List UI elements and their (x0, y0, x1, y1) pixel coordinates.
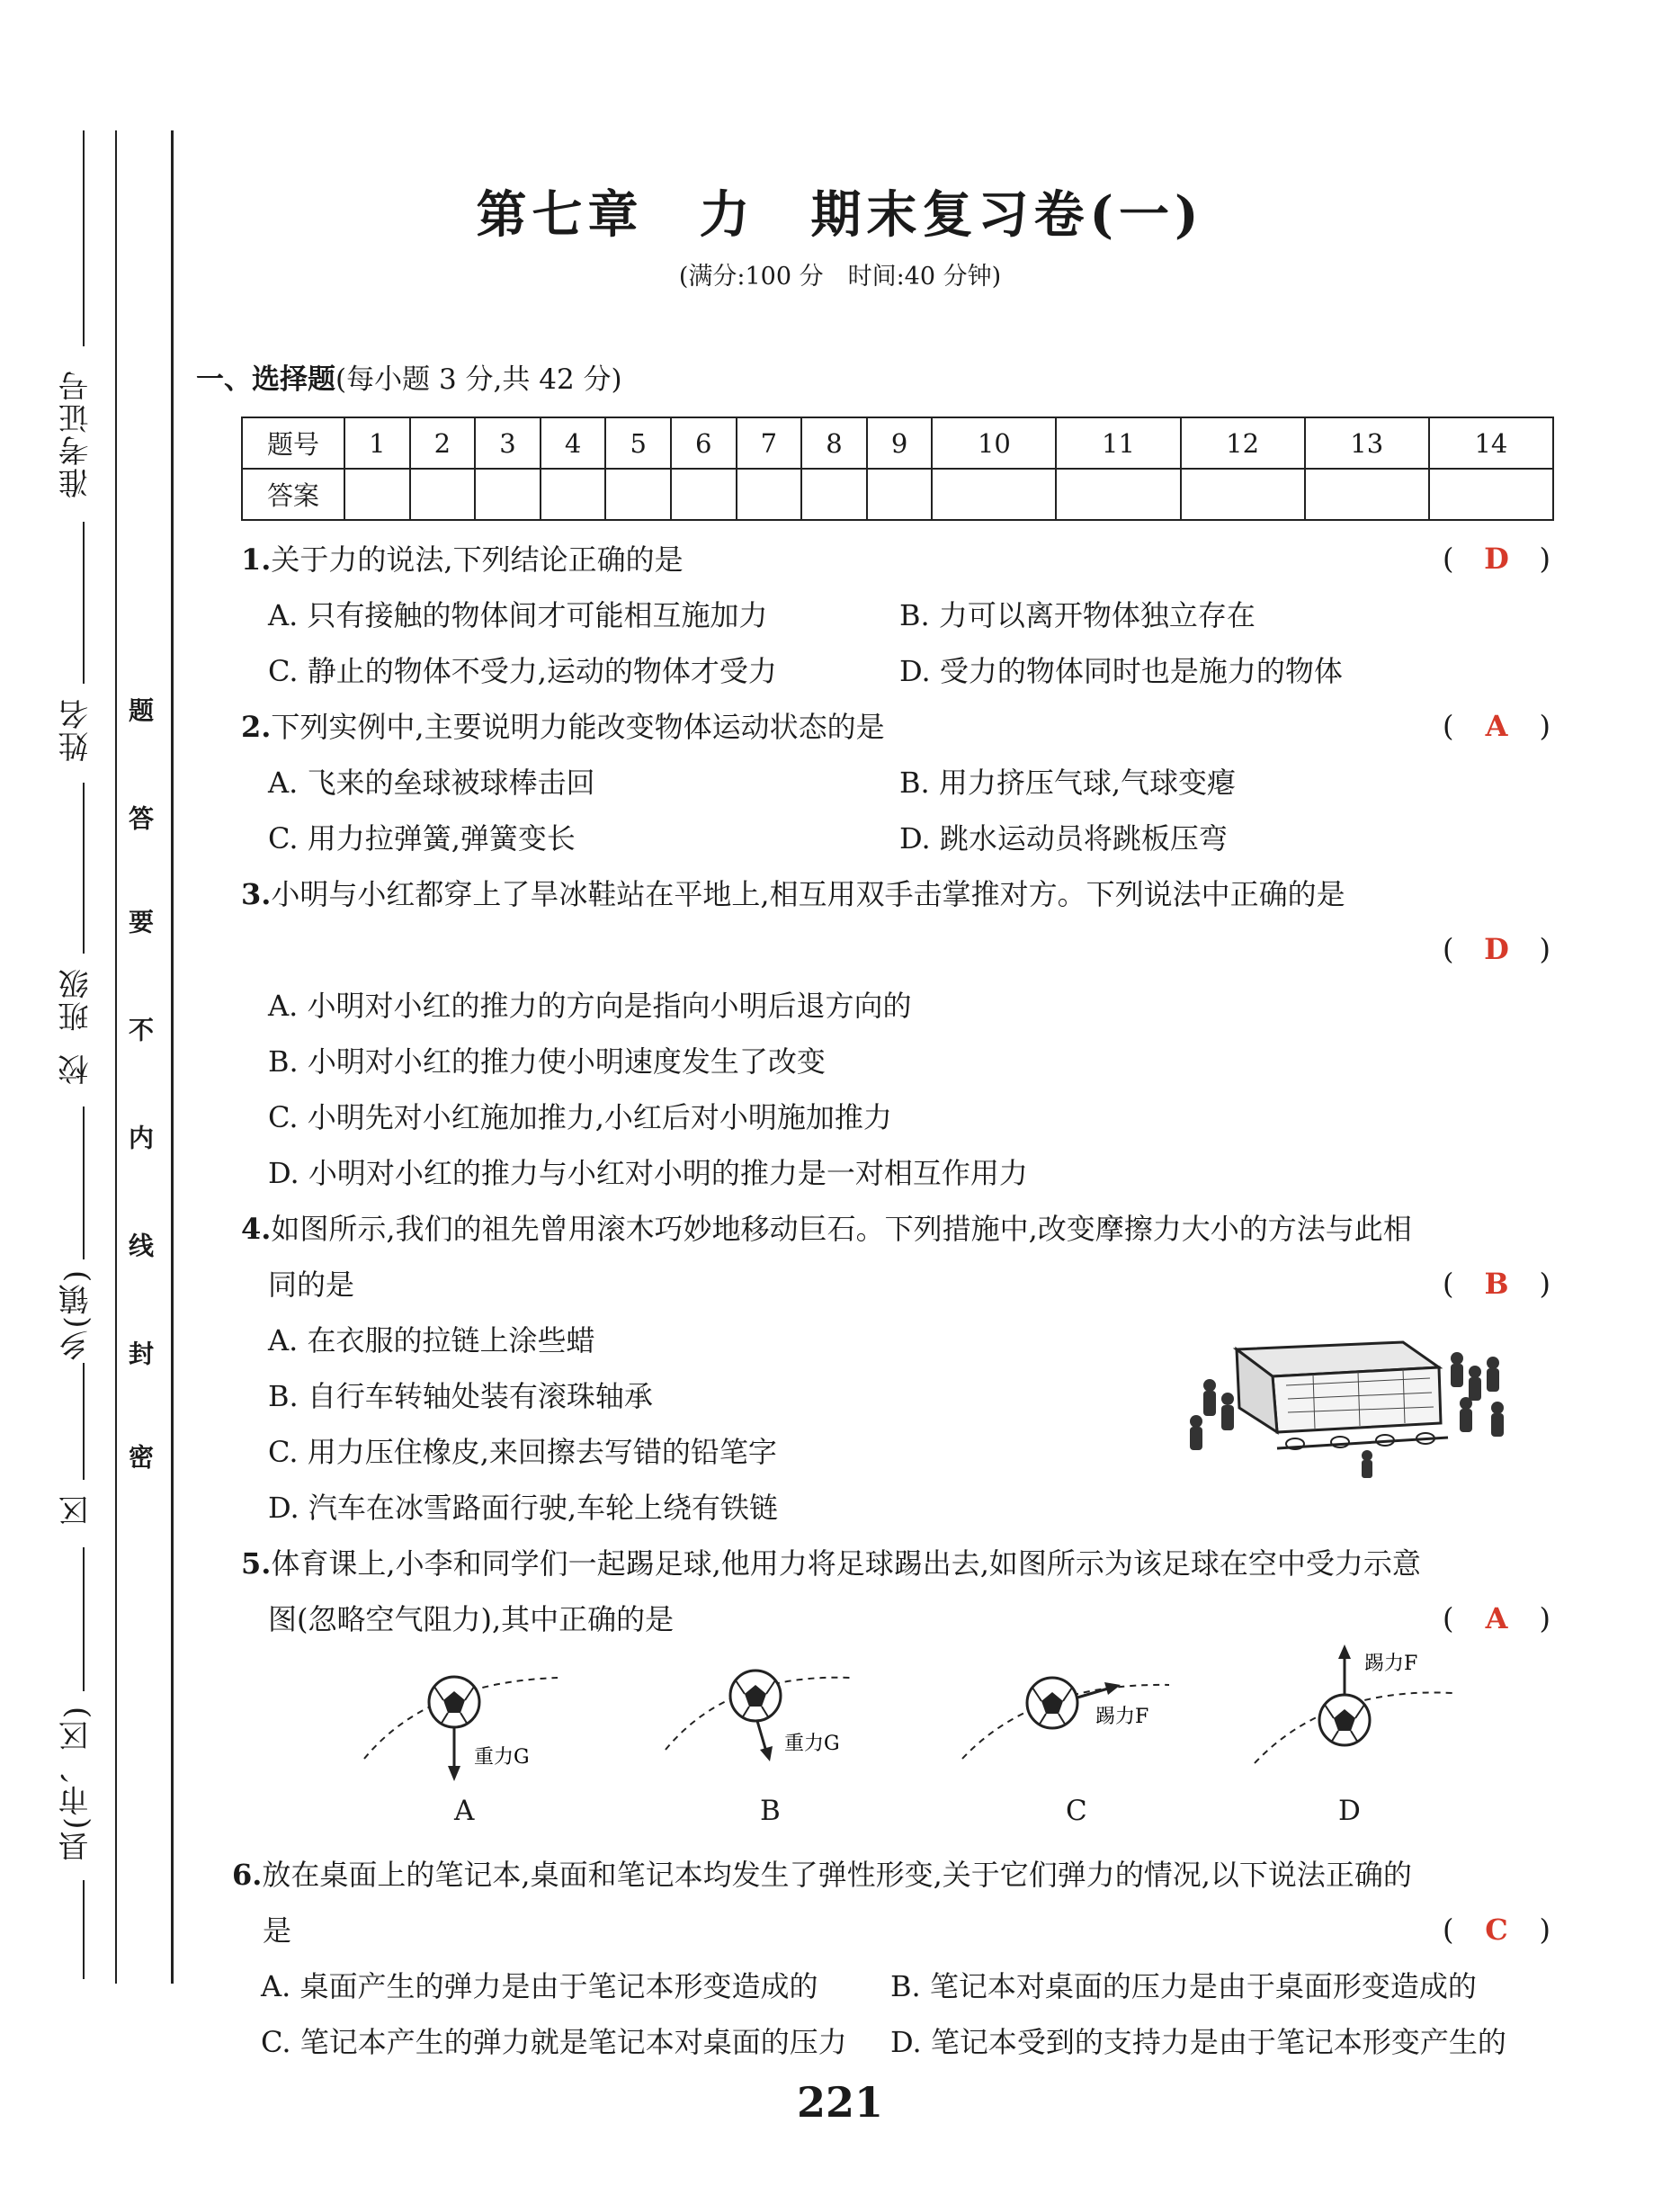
section-note: (每小题 3 分,共 42 分) (335, 363, 622, 396)
option: B. 自行车转轴处装有滚珠轴承 (268, 1379, 653, 1413)
question-number-cell: 1 (344, 417, 410, 469)
question-text: 如图所示,我们的祖先曾用滚木巧妙地移动巨石。下列措施中,改变摩擦力大小的方法与此相 (271, 1212, 1412, 1246)
boulder-rollers-illustration (1187, 1322, 1511, 1480)
table-row (242, 469, 1553, 520)
question-number: 5. (241, 1546, 272, 1581)
question-4-stem-cont: 同的是 (268, 1268, 355, 1302)
answer-cell[interactable] (867, 469, 933, 520)
question-3-stem (241, 876, 1345, 912)
seal-char: 要 (125, 909, 155, 934)
question-text: 关于力的说法,下列结论正确的是 (271, 542, 684, 577)
figure-label: D (1338, 1795, 1361, 1827)
answer-cell[interactable] (1181, 469, 1305, 520)
question-number-cell: 11 (1056, 417, 1180, 469)
option: B. 笔记本对桌面的压力是由于桌面形变造成的 (890, 1969, 1477, 2003)
answer-table (241, 417, 1554, 521)
margin-border-line (171, 130, 174, 1984)
force-diagram-c (953, 1651, 1178, 1786)
seal-char: 封 (125, 1340, 155, 1366)
seal-char: 题 (125, 697, 155, 722)
table-header-cell: 题号 (242, 417, 344, 469)
margin-field-county: 县(市、区) (58, 1705, 94, 1862)
question-number-cell: 4 (541, 417, 606, 469)
option: C. 静止的物体不受力,运动的物体才受力 (268, 654, 777, 688)
force-label: 踢力F (1364, 1653, 1418, 1675)
margin-field-name: 姓名 (58, 697, 94, 762)
margin-border-line (115, 130, 117, 1984)
figure-label: A (454, 1795, 475, 1827)
question-4-stem (241, 1211, 1412, 1247)
option: D. 受力的物体同时也是施力的物体 (899, 654, 1343, 688)
question-number-cell: 6 (671, 417, 737, 469)
option: B. 小明对小红的推力使小明速度发生了改变 (268, 1044, 826, 1079)
margin-field-district: 区 (58, 1493, 94, 1526)
margin-field-exam-id: 准考证号 (58, 369, 94, 498)
seal-char: 密 (125, 1444, 155, 1469)
option: D. 笔记本受到的支持力是由于笔记本形变产生的 (890, 2025, 1506, 2059)
question-number-cell: 9 (867, 417, 933, 469)
answer-cell[interactable] (410, 469, 476, 520)
option: B. 用力挤压气球,气球变瘪 (899, 766, 1237, 800)
section-heading (196, 356, 622, 397)
option: C. 用力压住橡皮,来回擦去写错的铅笔字 (268, 1435, 777, 1469)
question-text: 下列实例中,主要说明力能改变物体运动状态的是 (271, 710, 885, 744)
answer-cell[interactable] (344, 469, 410, 520)
answer-cell[interactable] (1056, 469, 1180, 520)
force-label: 踢力F (1095, 1706, 1149, 1728)
question-number-cell: 13 (1305, 417, 1429, 469)
answer-mark: D (1484, 932, 1509, 966)
page-title: 第七章 力 期末复习卷(一) (476, 185, 1204, 245)
question-text: 体育课上,小李和同学们一起踢足球,他用力将足球踢出去,如图所示为该足球在空中受力示意 (271, 1546, 1421, 1581)
question-text: 小明与小红都穿上了旱冰鞋站在平地上,相互用双手击掌推对方。下列说法中正确的是 (271, 877, 1345, 911)
option: A. 在衣服的拉链上涂些蜡 (268, 1323, 595, 1357)
figure-label: B (760, 1795, 781, 1827)
table-header-cell: 答案 (242, 469, 344, 520)
question-number-cell: 7 (737, 417, 802, 469)
answer-mark: A (1485, 709, 1508, 743)
seal-char: 不 (125, 1017, 155, 1042)
seal-char: 线 (125, 1232, 155, 1258)
question-1-stem (241, 542, 684, 578)
section-label: 一、选择题 (196, 363, 335, 396)
answer-cell[interactable] (1305, 469, 1429, 520)
question-number-cell: 2 (410, 417, 476, 469)
question-6-stem (232, 1857, 1412, 1893)
option: A. 飞来的垒球被球棒击回 (268, 766, 595, 800)
force-label: 重力G (784, 1733, 840, 1755)
question-number-cell: 3 (475, 417, 541, 469)
answer-mark: A (1485, 1601, 1508, 1635)
margin-field-class: 班级 (58, 967, 94, 1032)
question-6-stem-cont: 是 (263, 1913, 292, 1948)
margin-fill-line (83, 783, 85, 954)
answer-cell[interactable] (737, 469, 802, 520)
question-number-cell: 12 (1181, 417, 1305, 469)
question-5-stem (241, 1545, 1421, 1581)
figure-label: C (1066, 1795, 1087, 1827)
answer-mark: B (1484, 1267, 1509, 1301)
question-number: 4. (241, 1212, 272, 1246)
option: A. 只有接触的物体间才可能相互施加力 (268, 598, 768, 632)
option: D. 小明对小红的推力与小红对小明的推力是一对相互作用力 (268, 1156, 1028, 1190)
question-number: 6. (232, 1858, 263, 1892)
question-2-stem (241, 709, 885, 745)
page-number: 221 (796, 2078, 884, 2127)
question-number-cell: 5 (605, 417, 671, 469)
answer-cell[interactable] (541, 469, 606, 520)
margin-fill-line (83, 1880, 85, 1979)
margin-fill-line (83, 1106, 85, 1259)
answer-cell[interactable] (475, 469, 541, 520)
margin-fill-line (83, 522, 85, 684)
option: C. 小明先对小红施加推力,小红后对小明施加推力 (268, 1100, 892, 1134)
question-number: 3. (241, 877, 272, 911)
answer-cell[interactable] (801, 469, 867, 520)
margin-field-town: 乡(镇) (58, 1268, 94, 1361)
question-number: 1. (241, 542, 272, 577)
answer-cell[interactable] (932, 469, 1056, 520)
force-diagram-a (355, 1651, 571, 1786)
force-diagram-b (657, 1651, 872, 1786)
answer-mark: D (1484, 542, 1509, 576)
question-text: 放在桌面上的笔记本,桌面和笔记本均发生了弹性形变,关于它们弹力的情况,以下说法正确的 (262, 1858, 1412, 1892)
answer-cell[interactable] (605, 469, 671, 520)
question-number-cell: 8 (801, 417, 867, 469)
option: B. 力可以离开物体独立存在 (899, 598, 1256, 632)
question-number-cell: 14 (1429, 417, 1553, 469)
answer-mark: C (1485, 1913, 1508, 1947)
answer-cell[interactable] (671, 469, 737, 520)
page-subtitle: (满分:100 分 时间:40 分钟) (678, 263, 1002, 291)
answer-cell[interactable] (1429, 469, 1553, 520)
option: A. 桌面产生的弹力是由于笔记本形变造成的 (261, 1969, 818, 2003)
table-row (242, 417, 1553, 469)
option: D. 跳水运动员将跳板压弯 (899, 821, 1228, 856)
force-diagram-d (1246, 1637, 1461, 1795)
option: C. 用力拉弹簧,弹簧变长 (268, 821, 576, 856)
margin-fill-line (83, 1363, 85, 1480)
question-number-cell: 10 (932, 417, 1056, 469)
seal-char: 内 (125, 1124, 155, 1150)
question-number: 2. (241, 710, 272, 744)
option: C. 笔记本产生的弹力就是笔记本对桌面的压力 (261, 2025, 847, 2059)
margin-fill-line (83, 1547, 85, 1691)
option: D. 汽车在冰雪路面行驶,车轮上绕有铁链 (268, 1491, 779, 1525)
question-5-stem-cont: 图(忽略空气阻力),其中正确的是 (268, 1602, 675, 1636)
option: A. 小明对小红的推力的方向是指向小明后退方向的 (268, 989, 912, 1023)
seal-char: 答 (125, 805, 155, 830)
force-label: 重力G (474, 1746, 530, 1769)
margin-field-school: 校 (58, 1053, 94, 1085)
